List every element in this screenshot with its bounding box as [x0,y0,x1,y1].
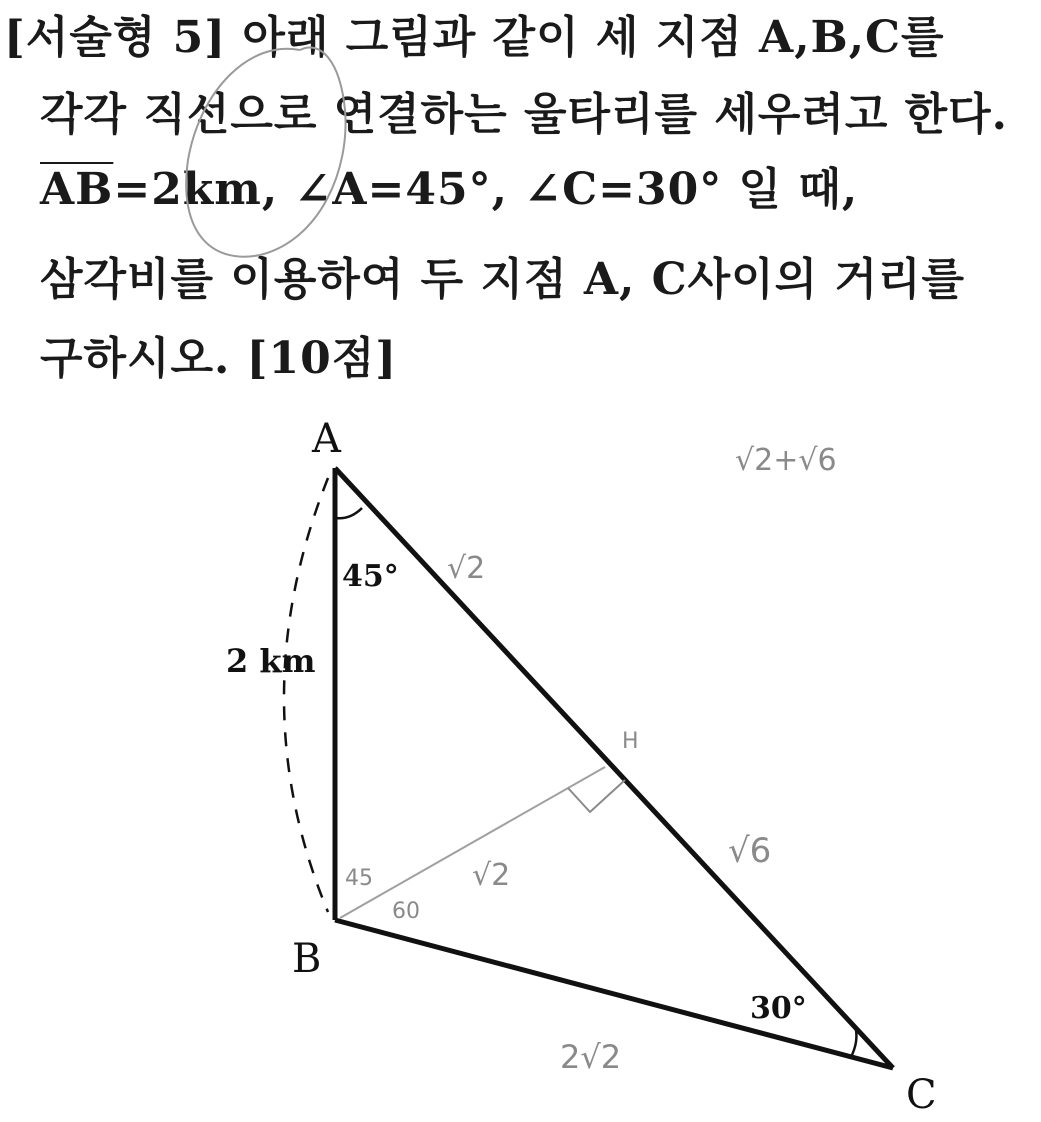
problem-line-1-text: 아래 그림과 같이 세 지점 A,B,C를 [242,12,945,63]
ab-dimension-arc [284,478,328,912]
angle-c-arc [851,1030,856,1057]
hand-answer-note: √2+√6 [735,443,837,478]
segment-ab: $\overline{AB}$ [40,164,114,215]
problem-line-3-text: =2km, ∠A=45°, ∠C=30° 일 때, [113,164,859,215]
vertex-a-label: A [312,416,341,462]
angle-a-label: 45° [342,559,399,594]
side-ac [335,468,893,1068]
hand-bc-length: 2√2 [560,1038,622,1076]
hand-bh-length: √2 [472,858,511,893]
problem-tag: [서술형 5] [4,12,227,63]
hand-foot-h: H [622,729,639,754]
side-ab-label: 2 km [226,642,316,680]
hand-hc-length: √6 [728,831,772,871]
problem-line-4: 삼각비를 이용하여 두 지점 A, C사이의 거리를 [40,254,965,305]
hand-angle-abh: 45 [345,866,373,891]
angle-a-arc [335,508,362,518]
problem-line-2: 각각 직선으로 연결하는 울타리를 세우려고 한다. [40,89,1008,140]
vertex-c-label: C [906,1072,937,1118]
hand-ah-length: √2 [447,551,486,586]
problem-line-5: 구하시오. [10점] [40,333,398,384]
hand-right-angle-mark [568,780,625,812]
hand-angle-hbc: 60 [392,899,420,924]
angle-c-label: 30° [750,991,807,1026]
hand-circle-scribble [186,48,345,257]
vertex-b-label: B [292,936,322,982]
hand-perpendicular-bh [340,767,605,918]
